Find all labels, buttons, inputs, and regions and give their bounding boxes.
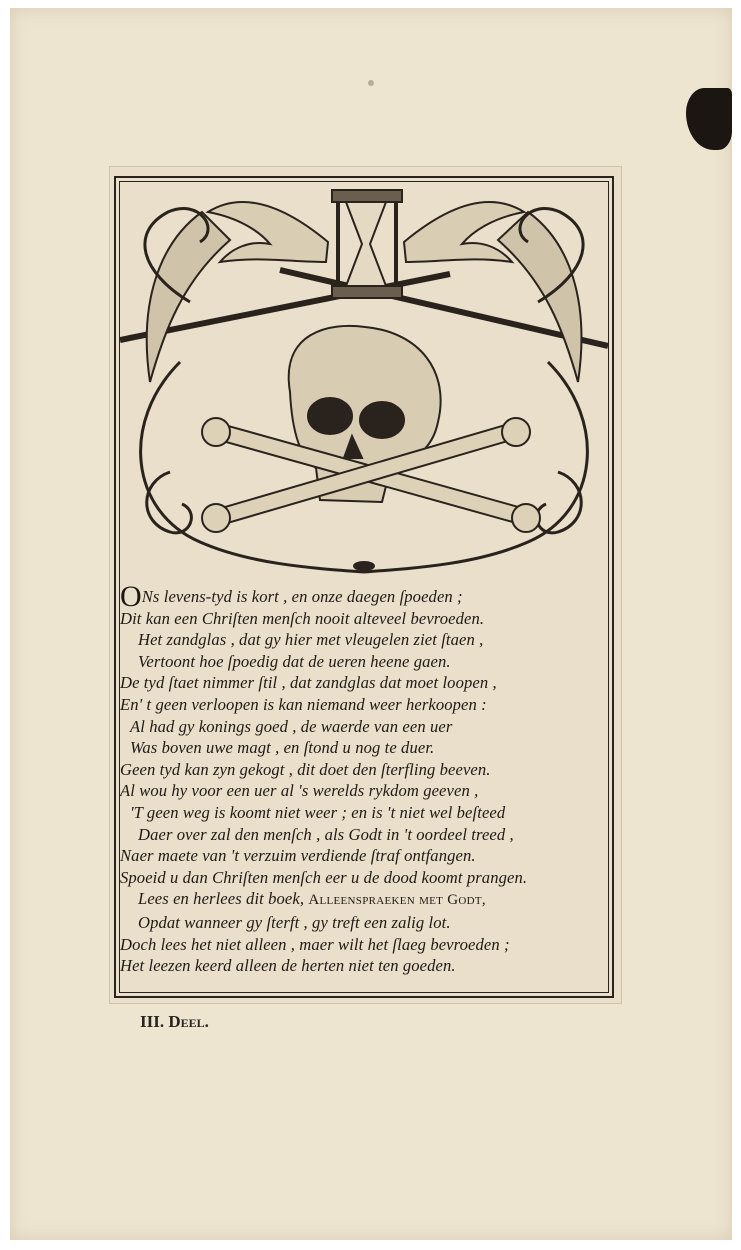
drop-cap: O bbox=[120, 580, 142, 613]
verse-line-16: Opdat wanneer gy ſterft , gy treft een zalig lot. bbox=[138, 912, 451, 932]
eye-socket-right bbox=[360, 402, 404, 438]
verse-line-3: Het zandglas , dat gy hier met vleugelen ziet ſtaen , bbox=[138, 630, 484, 650]
verse-line-18: Het leezen keerd alleen de herten niet ten goeden. bbox=[120, 956, 456, 976]
verse-line-12: Daer over zal den menſch , als Godt in 't oordeel treed , bbox=[138, 824, 514, 844]
wing-left bbox=[208, 202, 328, 262]
hourglass-top bbox=[332, 190, 402, 202]
verse-line-9: Geen tyd kan zyn gekogt , dit doet den ſterfling beeven. bbox=[120, 759, 491, 779]
vanitas-emblem bbox=[120, 182, 608, 592]
verse-line-11: 'T geen weg is koomt niet weer ; en is 't niet wel beſteed bbox=[130, 802, 506, 822]
hourglass-bottom bbox=[332, 286, 402, 298]
scythe-blade-left bbox=[147, 212, 230, 382]
verse-line-7: Al had gy konings goed , de waerde van een uer bbox=[130, 716, 453, 736]
part-label: III. Deel. bbox=[140, 1012, 209, 1031]
verse-line-5: De tyd ſtaet nimmer ſtil , dat zandglas dat moet loopen , bbox=[120, 673, 497, 693]
verse-line-15: Lees en herlees dit boek, Alleenspraeken met Godt, bbox=[138, 889, 486, 909]
poem-text bbox=[120, 580, 606, 977]
scythe-blade-right bbox=[498, 212, 581, 382]
frame-clasp bbox=[354, 562, 374, 570]
verse-line-1: ONs levens-tyd is kort , en onze daegen ſpoeden ; bbox=[120, 580, 463, 613]
book-title: Alleenspraeken met Godt, bbox=[308, 892, 486, 909]
verse-line-17: Doch lees het niet alleen , maer wilt het ſlaeg bevroeden ; bbox=[120, 934, 510, 954]
verse-line-10: Al wou hy voor een uer al 's werelds rykdom geeven , bbox=[120, 781, 479, 801]
hourglass-glass bbox=[346, 202, 386, 286]
eye-socket-left bbox=[308, 398, 352, 434]
verse-line-4: Vertoont hoe ſpoedig dat de ueren heene gaen. bbox=[138, 651, 451, 671]
pin-hole bbox=[368, 80, 374, 86]
verse-line-14: Spoeid u dan Chriſten menſch eer u de dood koomt prangen. bbox=[120, 867, 528, 887]
verse-line-2: Dit kan een Chriſten menſch nooit alteveel bevroeden. bbox=[120, 608, 485, 628]
verse-line-13: Naer maete van 't verzuim verdiende ſtraf ontfangen. bbox=[120, 846, 476, 866]
verse-line-8: Was boven uwe magt , en ſtond u nog te duer. bbox=[130, 738, 435, 758]
verse-line-6: En' t geen verloopen is kan niemand weer herkoopen : bbox=[120, 694, 487, 714]
